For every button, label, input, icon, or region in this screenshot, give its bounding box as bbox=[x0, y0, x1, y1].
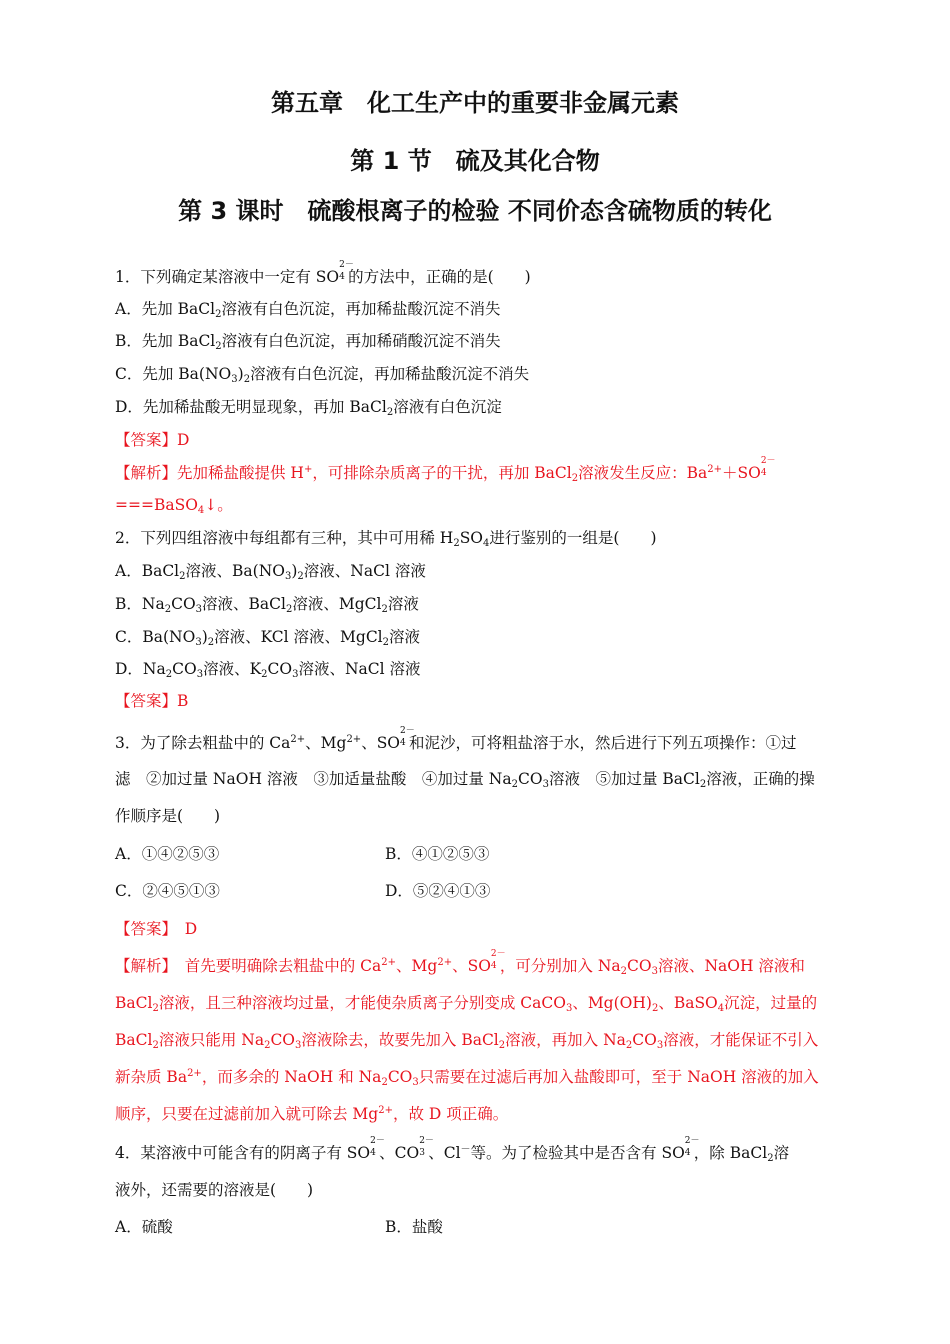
q1-option-b bbox=[115, 330, 501, 352]
subscript: 4 bbox=[490, 961, 497, 971]
subscript: 2 bbox=[381, 604, 388, 615]
q3-explanation-line5 bbox=[115, 1103, 508, 1125]
text: 溶液发生反应：Ba bbox=[578, 464, 708, 482]
subscript: 3 bbox=[195, 637, 202, 648]
text: CO bbox=[632, 1031, 657, 1049]
text: 溶液、NaOH 溶液和 bbox=[657, 957, 805, 975]
subscript: 2 bbox=[165, 669, 173, 680]
subscript: 2 bbox=[498, 1040, 506, 1051]
subscript: 3 bbox=[284, 571, 292, 582]
q1-option-a bbox=[115, 298, 500, 320]
subscript: 2 bbox=[625, 1040, 633, 1051]
text: CO bbox=[267, 660, 293, 678]
text: 溶液 bbox=[387, 595, 419, 613]
text: 、SO bbox=[452, 957, 491, 975]
text: D．先加稀盐酸无明显现象，再加 BaCl bbox=[115, 398, 387, 416]
subscript: 4 bbox=[400, 738, 406, 748]
text: 溶液有白色沉淀，再加稀盐酸沉淀不消失 bbox=[221, 300, 501, 318]
charge: 2－ bbox=[684, 1136, 700, 1146]
chapter-title: 第五章 化工生产中的重要非金属元素 bbox=[271, 89, 679, 117]
subscript: 2 bbox=[164, 604, 172, 615]
subscript: 2 bbox=[620, 966, 628, 977]
q3-explanation-line1 bbox=[115, 949, 805, 977]
subscript: 2 bbox=[382, 637, 390, 648]
text: 溶液、MgCl bbox=[292, 595, 382, 613]
superscript: 2+ bbox=[707, 464, 722, 475]
text: 只需要在过滤后再加入盐酸即可，至于 NaOH 溶液的加入 bbox=[418, 1068, 819, 1086]
q1-explanation-line1 bbox=[115, 456, 776, 484]
charge: 2－ bbox=[339, 260, 354, 270]
superscript: 2+ bbox=[437, 957, 453, 968]
text: BaCl bbox=[115, 1031, 153, 1049]
subscript: 2 bbox=[285, 604, 293, 615]
text: 溶液除去，故要先加入 BaCl bbox=[301, 1031, 499, 1049]
carbonate-charge bbox=[419, 1136, 434, 1158]
subscript: 3 bbox=[295, 1040, 302, 1051]
text: B．先加 BaCl bbox=[115, 332, 216, 350]
text: 溶液、KCl 溶液、MgCl bbox=[214, 628, 383, 646]
text: 溶液、Ba(NO bbox=[185, 562, 285, 580]
text: ，而多余的 NaOH 和 Na bbox=[201, 1068, 382, 1086]
text: 溶液只能用 Na bbox=[158, 1031, 265, 1049]
superscript: 2+ bbox=[187, 1068, 202, 1079]
q2-option-d bbox=[115, 658, 421, 680]
subscript: 2 bbox=[571, 473, 579, 484]
text: 、Mg bbox=[305, 734, 347, 752]
text: BaCl bbox=[115, 994, 153, 1012]
text: 和泥沙，可将粗盐溶于水，然后进行下列五项操作：①过 bbox=[409, 734, 797, 752]
text: C．先加 Ba(NO bbox=[115, 365, 232, 383]
subscript: 4 bbox=[684, 1148, 691, 1158]
subscript: 2 bbox=[207, 637, 215, 648]
text: 溶液有白色沉淀，再加稀盐酸沉淀不消失 bbox=[250, 365, 530, 383]
superscript: + bbox=[303, 464, 313, 475]
q1-option-c bbox=[115, 363, 529, 385]
subscript: 3 bbox=[195, 604, 203, 615]
subscript: 2 bbox=[767, 1153, 774, 1164]
sulfate-charge bbox=[490, 949, 506, 971]
q4-option-b: B．盐酸 bbox=[385, 1218, 443, 1236]
subscript: 2 bbox=[179, 571, 186, 582]
text: ，可排除杂质离子的干扰，再加 BaCl bbox=[312, 464, 572, 482]
sulfate-charge bbox=[760, 456, 776, 478]
subscript: 2 bbox=[699, 779, 707, 790]
subscript: 2 bbox=[215, 341, 222, 352]
text: CO bbox=[171, 595, 196, 613]
subscript: 3 bbox=[196, 669, 204, 680]
text: A．BaCl bbox=[115, 562, 180, 580]
subscript: 4 bbox=[717, 1003, 725, 1014]
text: ＋SO bbox=[722, 464, 761, 482]
text: 新杂质 Ba bbox=[115, 1068, 188, 1086]
subscript: 2 bbox=[261, 669, 268, 680]
text: 【解析】先加稀盐酸提供 H bbox=[115, 464, 304, 482]
q4-stem-line1 bbox=[115, 1136, 790, 1164]
subscript: 4 bbox=[197, 505, 205, 516]
subscript: 3 bbox=[231, 374, 238, 385]
q4-option-a: A．硫酸 bbox=[115, 1218, 173, 1236]
q1-option-d bbox=[115, 396, 502, 418]
subscript: 4 bbox=[760, 468, 767, 478]
text: ，故 D 项正确。 bbox=[392, 1105, 509, 1123]
text: 溶液 bbox=[389, 628, 421, 646]
charge: 2－ bbox=[760, 456, 776, 466]
text: 【解析】 首先要明确除去粗盐中的 Ca bbox=[115, 957, 382, 975]
subscript: 2 bbox=[264, 1040, 271, 1051]
subscript: 2 bbox=[152, 1003, 159, 1014]
lesson-title: 第 3 课时 硫酸根离子的检验 不同价态含硫物质的转化 bbox=[178, 197, 772, 225]
text: 溶 bbox=[773, 1144, 790, 1162]
q3-stem-line3: 作顺序是( ) bbox=[115, 807, 221, 825]
text: 溶液，正确的操 bbox=[706, 770, 815, 788]
text: 溶液有白色沉淀 bbox=[393, 398, 502, 416]
subscript: 3 bbox=[565, 1003, 573, 1014]
q1-stem-text: 1．下列确定某溶液中一定有 SO bbox=[115, 268, 340, 286]
q1-answer: 【答案】D bbox=[115, 431, 190, 449]
charge: 2－ bbox=[490, 949, 506, 959]
q4-stem-line2: 液外，还需要的溶液是( ) bbox=[115, 1181, 314, 1199]
text: ) bbox=[237, 365, 244, 383]
q2-option-a bbox=[115, 560, 426, 582]
subscript: 2 bbox=[297, 571, 304, 582]
text: ) bbox=[201, 628, 208, 646]
superscript: 2+ bbox=[378, 1105, 393, 1116]
q1-explanation-line2 bbox=[115, 494, 233, 516]
subscript: 4 bbox=[339, 272, 345, 282]
text: D．Na bbox=[115, 660, 166, 678]
text: 顺序，只要在过滤前加入就可除去 Mg bbox=[115, 1105, 379, 1123]
q1-stem-text: 的方法中，正确的是( ) bbox=[348, 268, 531, 286]
subscript: 4 bbox=[483, 538, 490, 549]
text: A．先加 BaCl bbox=[115, 300, 216, 318]
q3-stem-line2 bbox=[115, 768, 815, 790]
text: ，除 BaCl bbox=[693, 1144, 768, 1162]
subscript: 2 bbox=[243, 374, 251, 385]
subscript: 2 bbox=[511, 779, 518, 790]
q3-option-b: B．④①②⑤③ bbox=[385, 845, 490, 863]
subscript: 2 bbox=[381, 1077, 388, 1088]
text: CO bbox=[387, 1068, 413, 1086]
q3-stem-line1 bbox=[115, 726, 797, 754]
superscript: 2+ bbox=[381, 957, 397, 968]
text: 等。为了检验其中是否含有 SO bbox=[470, 1144, 685, 1162]
text: 、Cl bbox=[428, 1144, 461, 1162]
q3-option-d: D．⑤②④①③ bbox=[385, 882, 491, 900]
text: 、Mg(OH) bbox=[572, 994, 652, 1012]
q3-answer: 【答案】 D bbox=[115, 920, 198, 938]
text: CO bbox=[518, 770, 543, 788]
text: 进行鉴别的一组是( ) bbox=[489, 529, 657, 547]
text: 4．某溶液中可能含有的阴离子有 SO bbox=[115, 1144, 371, 1162]
text: CO bbox=[270, 1031, 296, 1049]
subscript: 2 bbox=[386, 407, 394, 418]
text: C．Ba(NO bbox=[115, 628, 196, 646]
subscript: 4 bbox=[370, 1148, 376, 1158]
text: 溶液、K bbox=[203, 660, 262, 678]
sulfate-charge bbox=[684, 1136, 700, 1158]
subscript: 3 bbox=[651, 966, 658, 977]
q3-explanation-line2 bbox=[115, 992, 817, 1014]
subscript: 3 bbox=[412, 1077, 419, 1088]
text: 溶液有白色沉淀，再加稀硝酸沉淀不消失 bbox=[221, 332, 501, 350]
text: 溶液 ⑤加过量 BaCl bbox=[548, 770, 700, 788]
q3-explanation-line3 bbox=[115, 1029, 818, 1051]
text: 2．下列四组溶液中每组都有三种，其中可用稀 H bbox=[115, 529, 454, 547]
text: SO bbox=[459, 529, 484, 547]
subscript: 2 bbox=[152, 1040, 159, 1051]
text: B．Na bbox=[115, 595, 165, 613]
text: 、SO bbox=[361, 734, 401, 752]
text: ↓。 bbox=[204, 496, 233, 514]
text: ===BaSO bbox=[115, 496, 198, 514]
text: 溶液，才能保证不引入 bbox=[663, 1031, 819, 1049]
text: ，可分别加入 Na bbox=[499, 957, 621, 975]
q1-stem bbox=[115, 260, 531, 288]
sulfate-charge bbox=[370, 1136, 385, 1158]
superscript: 2+ bbox=[290, 734, 306, 745]
q2-answer: 【答案】B bbox=[115, 692, 189, 710]
q3-explanation-line4 bbox=[115, 1066, 819, 1088]
q2-option-c bbox=[115, 626, 420, 648]
sulfate-charge bbox=[339, 260, 354, 282]
subscript: 2 bbox=[651, 1003, 659, 1014]
subscript: 2 bbox=[453, 538, 460, 549]
subscript: 3 bbox=[292, 669, 299, 680]
text: 、BaSO bbox=[658, 994, 718, 1012]
sulfate-charge bbox=[400, 726, 415, 748]
text: 溶液、NaCl 溶液 bbox=[303, 562, 426, 580]
subscript: 3 bbox=[656, 1040, 664, 1051]
q3-option-a: A．①④②⑤③ bbox=[115, 845, 220, 863]
text: CO bbox=[172, 660, 197, 678]
section-title: 第 1 节 硫及其化合物 bbox=[350, 147, 600, 175]
q3-option-c: C．②④⑤①③ bbox=[115, 882, 220, 900]
superscript: 2+ bbox=[346, 734, 362, 745]
text: 溶液，且三种溶液均过量，才能使杂质离子分别变成 CaCO bbox=[158, 994, 566, 1012]
subscript: 2 bbox=[215, 309, 222, 320]
text: 3．为了除去粗盐中的 Ca bbox=[115, 734, 291, 752]
text: 、CO bbox=[379, 1144, 420, 1162]
text: 、Mg bbox=[396, 957, 438, 975]
text: 沉淀，过量的 bbox=[724, 994, 818, 1012]
charge: 2－ bbox=[419, 1136, 434, 1146]
subscript: 3 bbox=[419, 1148, 425, 1158]
text: CO bbox=[627, 957, 652, 975]
text: 溶液，再加入 Na bbox=[505, 1031, 626, 1049]
charge: 2－ bbox=[370, 1136, 385, 1146]
text: ) bbox=[291, 562, 298, 580]
text: 溶液、BaCl bbox=[202, 595, 286, 613]
q2-option-b bbox=[115, 593, 419, 615]
superscript: － bbox=[460, 1144, 471, 1155]
text: 溶液、NaCl 溶液 bbox=[298, 660, 421, 678]
text: 滤 ②加过量 NaOH 溶液 ③加适量盐酸 ④加过量 Na bbox=[115, 770, 512, 788]
charge: 2－ bbox=[400, 726, 415, 736]
q2-stem bbox=[115, 527, 657, 549]
subscript: 3 bbox=[542, 779, 549, 790]
